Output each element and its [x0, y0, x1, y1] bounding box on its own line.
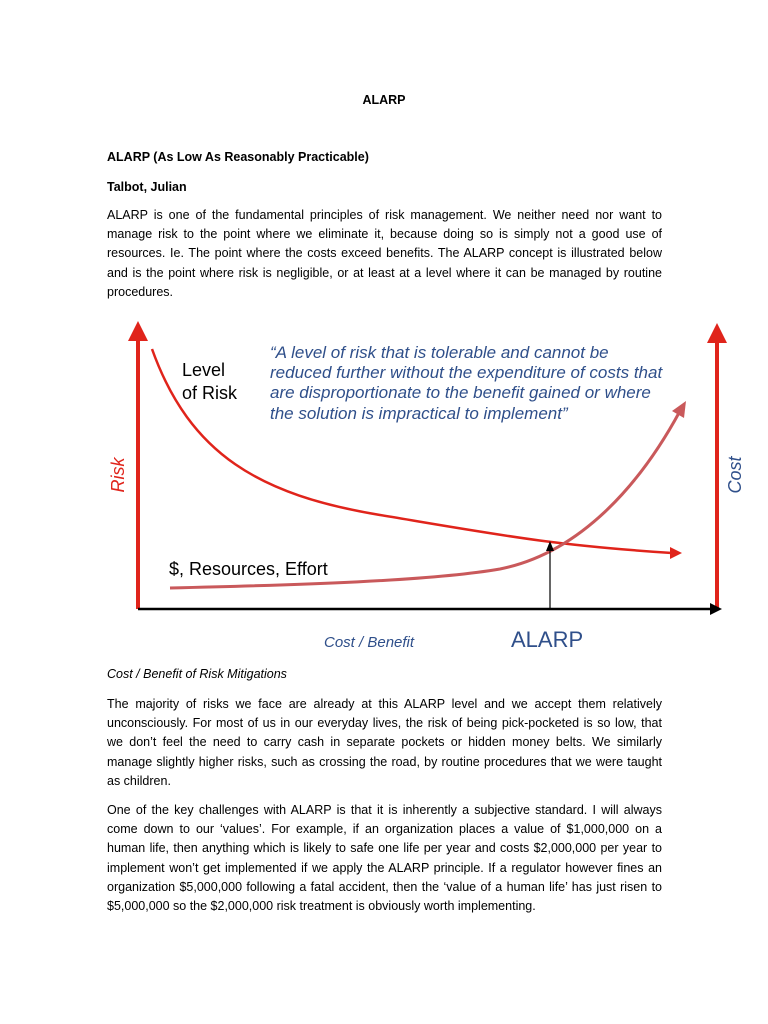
cost-axis-arrowhead: [707, 323, 727, 343]
body-paragraph-2: The majority of risks we face are already at this ALARP level and we accept them relatively unconsciously. For most of us in our everyday lives, the risk of being pick-pocketed is so low, that we don’t feel the need to carry cash in separate pockets or hidden money belts. We similarly manage slightly higher risks, such as crossing the road, by routine procedures that we were taught as children.: [107, 697, 662, 788]
x-axis-label: Cost / Benefit: [324, 634, 415, 651]
document-subtitle: ALARP (As Low As Reasonably Practicable): [107, 150, 369, 164]
document-title: ALARP: [362, 93, 406, 107]
body-paragraph-3: One of the key challenges with ALARP is that it is inherently a subjective standard. I will always come down to our ‘values’. For example, if an organization places a value of $1,000,000 on a human life, then anything which is likely to safe one life per year and costs $2,000,000 per year to implement won’t get implemented if we apply the ALARP principle. If a regulator however fines an organization $5,000,000 following a fatal accident, then the ‘value of a human life’ has just risen to $5,000,000 so the $2,000,000 risk treatment is obviously worth implementing.: [107, 803, 662, 914]
quote-line-2: reduced further without the expenditure of costs that: [270, 363, 663, 382]
document-author: Talbot, Julian: [107, 180, 187, 194]
alarp-marker-label: ALARP: [511, 627, 584, 652]
cost-curve-label: $, Resources, Effort: [169, 559, 328, 579]
risk-curve-label-line-1: Level: [182, 360, 226, 380]
figure-caption: Cost / Benefit of Risk Mitigations: [107, 667, 287, 681]
risk-curve-label-line-2: of Risk: [182, 383, 238, 403]
risk-axis-arrowhead: [128, 321, 148, 341]
alarp-figure: [100, 315, 750, 660]
risk-curve-arrowhead: [670, 547, 682, 559]
quote-line-4: the solution is impractical to implement”: [270, 404, 568, 423]
cost-axis-label: Cost: [725, 456, 745, 494]
risk-axis-label: Risk: [108, 457, 128, 493]
alarp-diagram: [100, 315, 750, 660]
quote-line-1: “A level of risk that is tolerable and cannot be: [270, 343, 609, 362]
quote-line-3: are disproportionate to the benefit gained or where: [270, 383, 651, 402]
intro-paragraph: ALARP is one of the fundamental principles of risk management. We neither need nor want to manage risk to the point where we eliminate it, because doing so is simply not a good use of resources. Ie. The point where the costs exceed benefits. The ALARP concept is illustrated below and is the point where risk is negligible, or at least at a level where it can be managed by routine procedures.: [107, 208, 662, 299]
